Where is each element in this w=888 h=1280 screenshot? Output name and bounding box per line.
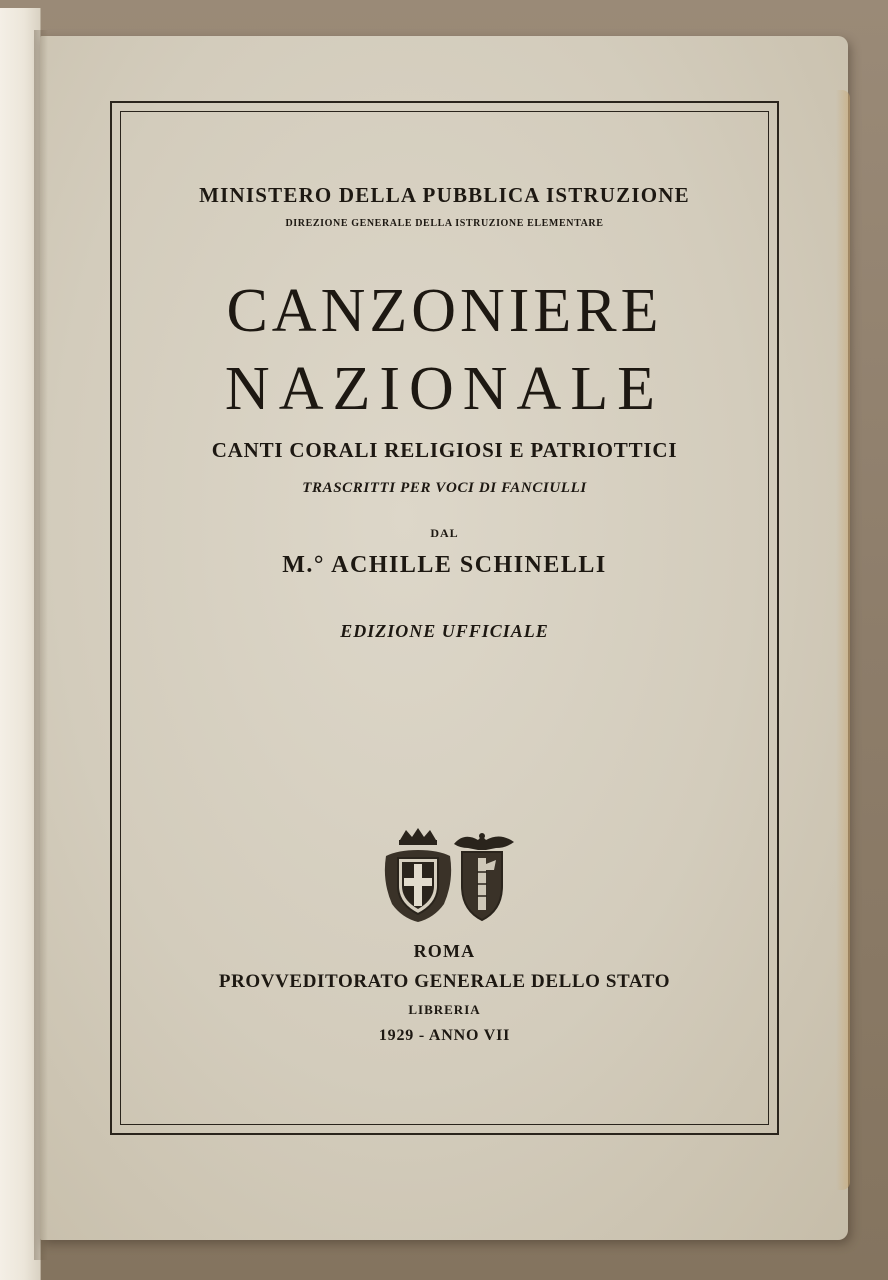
fasces-eagle-shield-icon: [454, 833, 514, 920]
subtitle: CANTI CORALI RELIGIOSI E PATRIOTTICI: [211, 438, 678, 462]
emblems: [378, 826, 520, 926]
city: ROMA: [413, 941, 476, 961]
savoy-coat-of-arms-icon: [385, 828, 451, 922]
page-edge-stain: [836, 90, 850, 1190]
spine-shadow: [34, 30, 48, 1260]
libreria-label: LIBRERIA: [408, 1002, 481, 1017]
by-label: DAL: [430, 526, 459, 540]
transcribed-note: TRASCRITTI PER VOCI DI FANCIULLI: [302, 480, 587, 496]
direction-subheading: DIREZIONE GENERALE DELLA ISTRUZIONE ELEMENTARE: [285, 218, 604, 229]
edition-label: EDIZIONE UFFICIALE: [340, 621, 549, 641]
author-name: M.° ACHILLE SCHINELLI: [282, 552, 607, 578]
publication-date: 1929 - ANNO VII: [378, 1027, 511, 1044]
publisher: PROVVEDITORATO GENERALE DELLO STATO: [218, 971, 671, 992]
title-line-2: NAZIONALE: [224, 355, 665, 423]
title-line-1: CANZONIERE: [226, 277, 663, 345]
ministry-heading: MINISTERO DELLA PUBBLICA ISTRUZIONE: [199, 183, 690, 207]
